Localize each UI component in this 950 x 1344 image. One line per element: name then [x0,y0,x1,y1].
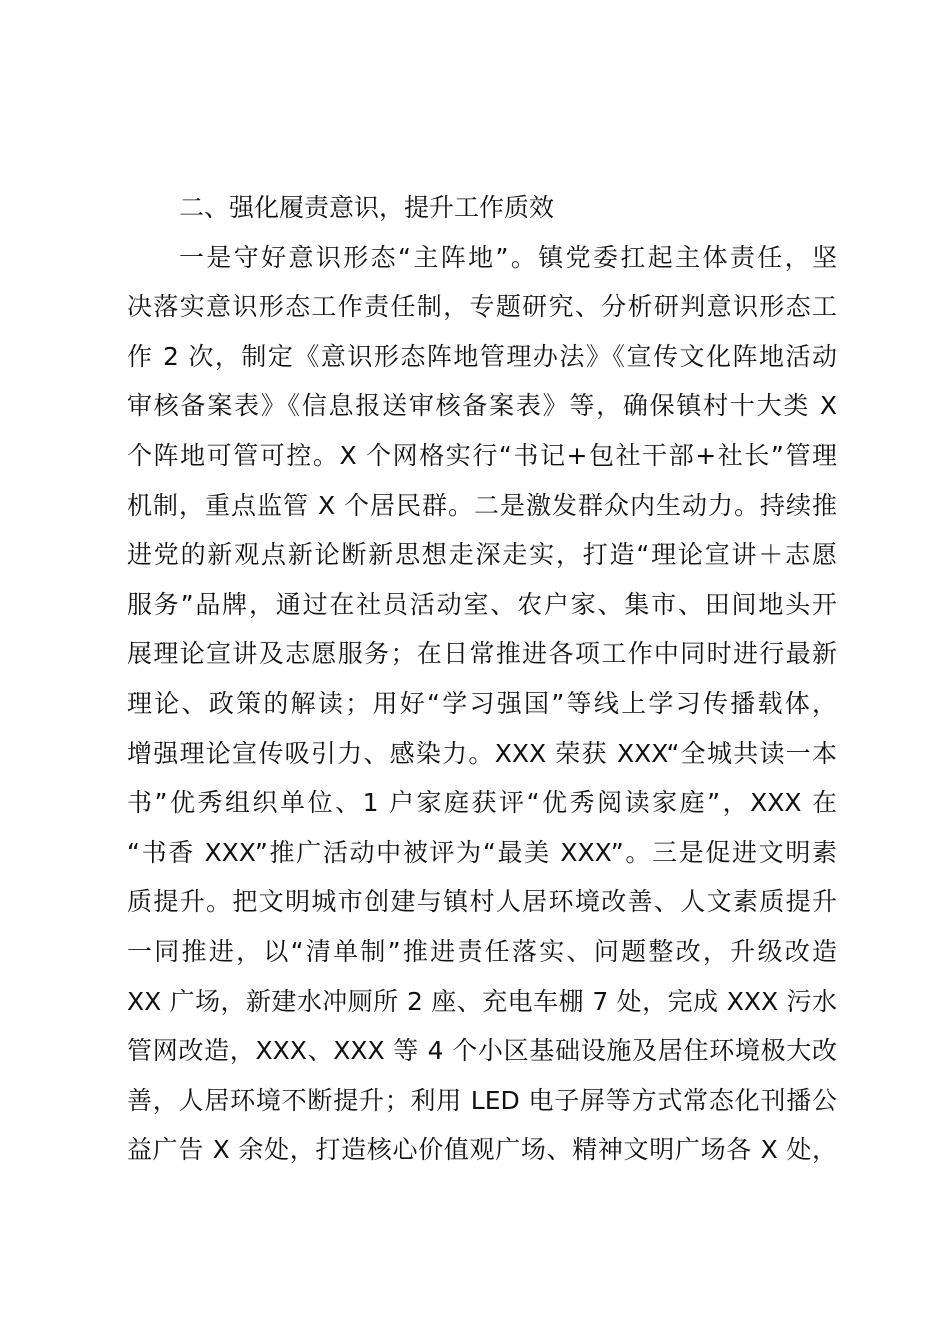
text-line-10: 理论、政策的解读；用好“学习强国”等线上学习传播载体， [127,688,837,718]
section-heading: 二、强化履责意识，提升工作质效 [179,193,555,222]
text-line-4: 审核备案表》《信息报送审核备案表》等，确保镇村十大类 X [127,391,837,421]
text-line-19: 益广告 X 余处，打造核心价值观广场、精神文明广场各 X 处， [127,1135,837,1165]
body-text [127,183,837,1175]
text-line-3: 作 2 次，制定《意识形态阵地管理办法》《宣传文化阵地活动 [127,341,837,371]
text-line-15: 一同推进，以“清单制”推进责任落实、问题整改，升级改造 [127,936,837,966]
text-line-6: 机制，重点监管 X 个居民群。二是激发群众内生动力。持续推 [127,490,837,520]
text-line-14: 质提升。把文明城市创建与镇村人居环境改善、人文素质提升 [127,887,837,917]
text-line-17: 管网改造，XXX、XXX 等 4 个小区基础设施及居住环境极大改 [127,1036,837,1066]
text-line-2: 决落实意识形态工作责任制，专题研究、分析研判意识形态工 [127,292,837,322]
text-line-12: 书”优秀组织单位、1 户家庭获评“优秀阅读家庭”，XXX 在 [127,788,837,818]
text-line-13: “书香 XXX”推广活动中被评为“最美 XXX”。三是促进文明素 [127,837,837,867]
text-line-5: 个阵地可管可控。X 个网格实行“书记+包社干部+社长”管理 [127,440,837,470]
text-line-1: 一是守好意识形态“主阵地”。镇党委扛起主体责任，坚 [179,242,837,272]
text-line-18: 善，人居环境不断提升；利用 LED 电子屏等方式常态化刊播公 [127,1085,837,1115]
text-line-16: XX 广场，新建水冲厕所 2 座、充电车棚 7 处，完成 XXX 污水 [127,986,837,1016]
text-line-9: 展理论宣讲及志愿服务；在日常推进各项工作中同时进行最新 [127,639,837,669]
text-line-8: 服务”品牌，通过在社员活动室、农户家、集市、田间地头开 [127,589,837,619]
text-line-7: 进党的新观点新论断新思想走深走实，打造“理论宣讲＋志愿 [127,540,837,570]
text-line-11: 增强理论宣传吸引力、感染力。XXX 荣获 XXX“全城共读一本 [127,738,837,768]
